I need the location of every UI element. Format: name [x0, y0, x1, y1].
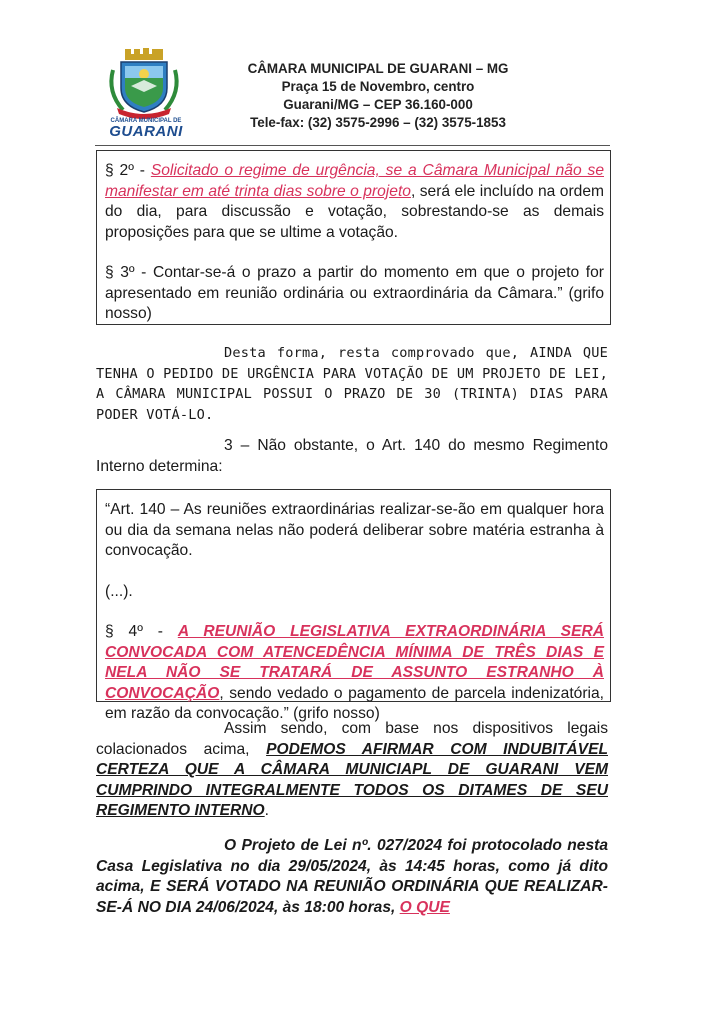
- projeto-highlight: O QUE: [399, 898, 450, 916]
- ellipsis-text: (...).: [105, 582, 133, 600]
- institution-name: CÂMARA MUNICIPAL DE GUARANI – MG: [247, 61, 509, 76]
- assim-emphasis: PODEMOS AFIRMAR COM INDUBITÁVEL CERTEZA QUE A CÂMARA MUNICIAPL DE GUARANI VEM CUMPRINDO INTEGRALMENTE TODOS OS DITAMES DE SEU REGIMENTO INTERNO: [96, 740, 608, 819]
- section-lead: § 4º -: [105, 623, 178, 640]
- assim-end: .: [264, 802, 269, 819]
- quote-box-article-140: [96, 489, 611, 722]
- phone-line: Tele-fax: (32) 3575-2996 – (32) 3575-1853: [250, 115, 506, 130]
- highlighted-text: Solicitado o regime de urgência, se a Câmara Municipal não se manifestar em até trinta dias sobre o projeto: [105, 162, 604, 200]
- address-line-1: Praça 15 de Novembro, centro: [281, 79, 475, 94]
- article-intro-text: 3 – Não obstante, o Art. 140 do mesmo Regimento Interno determina:: [96, 437, 608, 475]
- section-lead: § 2º -: [105, 162, 151, 179]
- quote-paragraph-2: [105, 161, 604, 243]
- paragraph-article-140: [96, 436, 608, 477]
- paragraph-assim-sendo: [96, 719, 608, 822]
- projeto-time-text: , às 18:00 horas,: [273, 898, 400, 916]
- highlighted-text: A REUNIÃO LEGISLATIVA EXTRAORDINÁRIA SERÁ CONVOCADA COM ATENCEDÊNCIA MÍNIMA DE TRÊS DIAS E NELA NÃO SE TRATARÁ DE ASSUNTO ESTRANHO À CONVOCAÇÃO: [105, 623, 604, 702]
- assim-lead: Assim sendo, com base nos dispositivos legais colacionados acima,: [96, 720, 608, 758]
- section-rest: , sendo vedado o pagamento de parcela indenizatória, em razão da convocação.” (grifo nosso): [105, 684, 604, 722]
- paragraph-projeto-de-lei: [96, 836, 608, 918]
- paragraph-4: [105, 622, 604, 725]
- header-divider: [95, 145, 610, 146]
- letterhead: [228, 60, 528, 132]
- quote-paragraph-3: § 3º - Contar-se-á o prazo a partir do momento em que o projeto for apresentado em reunião ordinária ou extraordinária da Câmara.” (grifo nosso): [105, 264, 604, 322]
- projeto-text: O Projeto de Lei nº. 027/2024 foi protocolado nesta Casa Legislativa no dia 29/05/2024, às 14:45 horas, como já dito acima,: [96, 837, 608, 895]
- projeto-vote-text: E SERÁ VOTADO NA REUNIÃO ORDINÁRIA QUE REALIZAR-SE-Á NO DIA 24/06/2024: [96, 878, 608, 916]
- section-rest: , será ele incluído na ordem do dia, para discussão e votação, sobrestando-se as demais proposições para que se ultime a votação.: [105, 182, 604, 241]
- address-line-2: Guarani/MG – CEP 36.160-000: [283, 97, 473, 112]
- paragraph-conclusion: [96, 343, 608, 425]
- quote-box-urgency: [96, 150, 611, 325]
- logo-caption-main: GUARANI: [109, 123, 183, 140]
- conclusion-text: Desta forma, resta comprovado que, AINDA QUE TENHA O PEDIDO DE URGÊNCIA PARA VOTAÇÃO DE UM PROJETO DE LEI, A CÂMARA MUNICIPAL POSSUI O PRAZO DE 30 (TRINTA) DIAS PARA PODER VOTÁ-LO.: [96, 345, 608, 423]
- logo-caption-top: CÂMARA MUNICIPAL DE: [110, 118, 182, 124]
- article-140-text: “Art. 140 – As reuniões extraordinárias realizar-se-ão em qualquer hora ou dia da semana nelas não poderá deliberar sobre matéria estranha à convocação.: [105, 501, 604, 559]
